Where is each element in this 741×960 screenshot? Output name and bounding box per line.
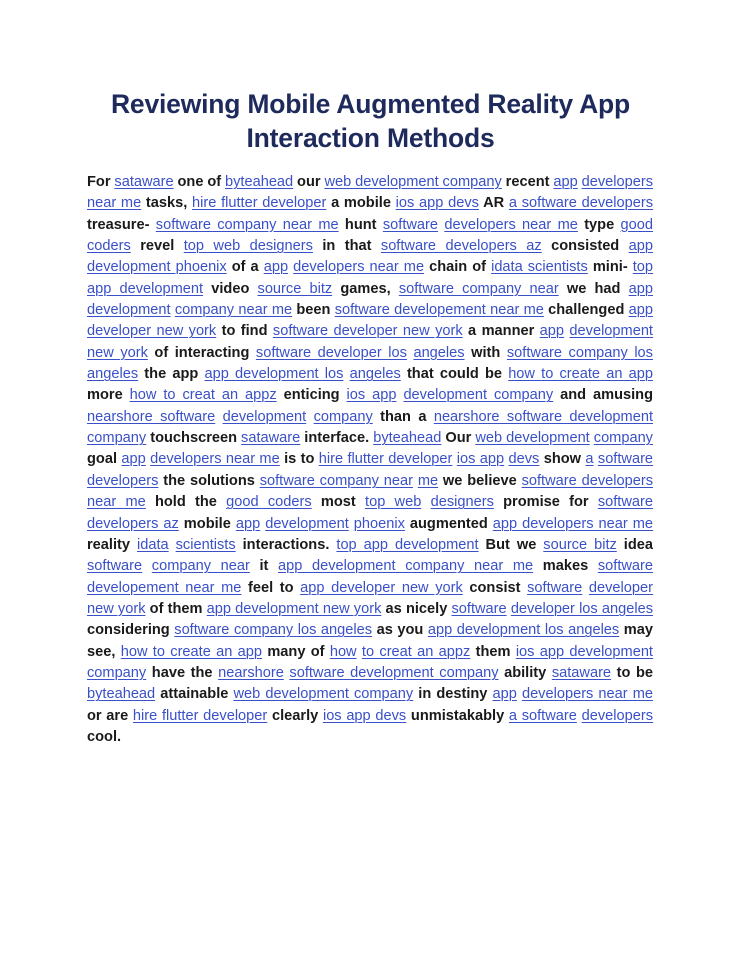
inline-link[interactable]: developement near me	[87, 579, 242, 596]
page-title: Reviewing Mobile Augmented Reality App Interaction Methods	[110, 89, 631, 153]
inline-link[interactable]: app	[628, 302, 653, 319]
body-text-segment: attainable	[155, 686, 234, 703]
body-text-segment: type	[577, 216, 621, 233]
inline-link[interactable]: sataware	[551, 664, 612, 681]
inline-link[interactable]: developer new york	[87, 323, 217, 340]
body-text-segment: AR	[478, 195, 509, 212]
body-text-segment: in destiny	[413, 686, 493, 703]
inline-link[interactable]: ios app devs	[322, 707, 407, 724]
body-text-segment: mini-	[587, 259, 633, 276]
inline-link[interactable]: nearshore software development company	[87, 408, 653, 447]
body-text-segment: recent	[501, 174, 554, 190]
inline-link[interactable]: software	[382, 216, 439, 233]
body-text-segment: touchscreen	[146, 430, 242, 447]
body-text-segment: many	[262, 643, 311, 660]
body-text-segment: of interacting	[147, 344, 256, 361]
body-text-segment: been	[292, 302, 335, 319]
inline-link[interactable]: software company near	[398, 280, 559, 297]
inline-link[interactable]: software	[597, 558, 654, 575]
inline-link[interactable]: top web	[365, 494, 422, 511]
inline-link[interactable]: byteahead	[87, 686, 156, 703]
inline-link[interactable]: to creat an appz	[361, 643, 471, 660]
body-text-segment: challenged	[543, 302, 629, 319]
body-text-segment: our	[293, 174, 325, 190]
body-text-segment: revel	[130, 238, 184, 255]
body-text-segment: idea	[616, 536, 653, 553]
inline-link[interactable]: nearshore	[218, 664, 284, 681]
body-text-segment: have the	[146, 664, 219, 681]
inline-link[interactable]: app	[263, 259, 289, 276]
inline-link[interactable]: a software	[508, 707, 577, 724]
body-text-segment: as nicely	[381, 600, 452, 617]
inline-link[interactable]: software company near	[259, 472, 413, 489]
body-text-segment: more	[87, 387, 130, 404]
body-text-segment: unmistakably	[406, 707, 509, 724]
body-text-segment: is to	[279, 451, 319, 468]
inline-link[interactable]: app	[121, 451, 146, 468]
body-text-segment: makes	[533, 558, 598, 575]
inline-link[interactable]: company	[313, 408, 373, 425]
inline-link[interactable]: hire flutter developer	[318, 451, 453, 468]
body-text-segment: consist	[462, 579, 528, 596]
inline-link[interactable]: scientists	[175, 536, 236, 553]
body-text-segment: hold the	[145, 494, 227, 511]
inline-link[interactable]: software	[451, 600, 507, 617]
body-text-segment	[421, 494, 430, 510]
body-text-segment	[142, 558, 152, 574]
body-text-segment: chain of	[424, 259, 492, 276]
body-text-segment: interactions.	[235, 536, 337, 553]
inline-link[interactable]: how to creat an appz	[129, 387, 277, 404]
inline-link[interactable]: app development new york	[206, 600, 382, 617]
inline-link[interactable]: sataware	[114, 174, 174, 190]
body-text-segment: that could be	[400, 366, 509, 383]
inline-link[interactable]: devs	[508, 451, 540, 468]
inline-link[interactable]: developers near me	[87, 174, 654, 212]
body-text-segment: one of	[173, 174, 225, 190]
inline-link[interactable]: software developers	[87, 451, 654, 489]
inline-link[interactable]: software developement near me	[334, 302, 544, 319]
body-text-segment: Our	[441, 430, 476, 447]
inline-link[interactable]: software company los angeles	[174, 622, 373, 639]
body-text-segment: video	[203, 280, 258, 297]
body-text-segment: to find	[216, 323, 273, 340]
inline-link[interactable]: web development	[475, 430, 590, 447]
body-text-segment: manner	[481, 323, 540, 340]
body-text-segment: a mobile	[326, 195, 396, 212]
inline-link[interactable]: app	[235, 515, 261, 532]
body-text-segment	[169, 537, 176, 553]
inline-link[interactable]: how	[329, 643, 357, 660]
inline-link[interactable]: developers near me	[293, 259, 425, 276]
inline-link[interactable]: angeles	[413, 344, 465, 361]
inline-link[interactable]: idata scientists	[491, 259, 588, 276]
inline-link[interactable]: web development company	[233, 686, 414, 703]
body-text-segment: with	[464, 344, 507, 361]
inline-link[interactable]: app development phoenix	[87, 238, 654, 276]
body-text-segment: hunt	[338, 216, 383, 233]
inline-link[interactable]: developers near me	[150, 451, 280, 468]
body-text-segment: the solutions	[158, 472, 260, 489]
body-text-segment: show	[539, 451, 586, 468]
inline-link[interactable]: good coders	[226, 494, 312, 511]
inline-link[interactable]: software development company	[289, 664, 499, 681]
inline-link[interactable]: developers	[581, 707, 653, 724]
inline-link[interactable]: byteahead	[373, 430, 442, 447]
body-text-segment: augmented	[404, 515, 493, 532]
body-text-segment: For	[87, 174, 115, 190]
inline-link[interactable]: app developers near me	[492, 515, 653, 532]
body-text-segment: a	[462, 323, 482, 340]
body-text-segment: ability	[498, 664, 552, 681]
inline-link[interactable]: app	[492, 686, 517, 703]
body-text-segment: mobile	[178, 515, 236, 532]
body-text-segment: treasure-	[87, 216, 156, 233]
body-text-segment: it	[249, 558, 279, 575]
inline-link[interactable]: how to create an app	[508, 366, 653, 383]
inline-link[interactable]: source bitz	[257, 280, 333, 297]
inline-link[interactable]: developers near me	[521, 686, 653, 703]
inline-link[interactable]: software developer new york	[272, 323, 463, 340]
inline-link[interactable]: top app development	[87, 259, 654, 297]
inline-link[interactable]: development company	[403, 387, 554, 404]
inline-link[interactable]: software developers az	[380, 238, 542, 255]
inline-link[interactable]: ios app	[346, 387, 397, 404]
inline-link[interactable]: me	[417, 472, 439, 489]
body-text-segment: them	[470, 643, 516, 660]
inline-link[interactable]: app	[628, 280, 653, 297]
inline-link[interactable]: source bitz	[543, 536, 617, 553]
inline-link[interactable]: software developer los	[255, 344, 407, 361]
inline-link[interactable]: designers	[430, 494, 494, 511]
body-text-segment: we believe	[438, 472, 522, 489]
inline-link[interactable]: software	[87, 558, 143, 575]
body-text-segment: considering	[87, 622, 175, 639]
body-text-segment: interface.	[300, 430, 374, 447]
inline-link[interactable]: app development los angeles	[427, 622, 620, 639]
inline-link[interactable]: angeles	[349, 366, 401, 383]
body-text-segment	[215, 409, 222, 425]
inline-link[interactable]: phoenix	[353, 515, 405, 532]
inline-link[interactable]: hire flutter developer	[132, 707, 268, 724]
inline-link[interactable]: developer los angeles	[510, 600, 654, 617]
body-text-segment: But we	[478, 536, 544, 553]
inline-link[interactable]: how to create an app	[120, 643, 263, 660]
inline-link[interactable]: app developer new york	[300, 579, 463, 596]
body-text-segment: in	[312, 238, 345, 255]
body-text-segment: promise for	[493, 494, 598, 511]
inline-link[interactable]: development	[222, 408, 307, 425]
inline-link[interactable]: software company near me	[155, 216, 339, 233]
body-text-segment: or are	[87, 707, 133, 724]
inline-link[interactable]: software developers near me	[87, 472, 653, 511]
inline-link[interactable]: idata	[136, 536, 169, 553]
inline-link[interactable]: good coders	[87, 216, 653, 255]
inline-link[interactable]: top app development	[336, 536, 479, 553]
inline-link[interactable]: developers near me	[444, 216, 578, 233]
inline-link[interactable]: development new york	[87, 323, 653, 361]
inline-link[interactable]: web development company	[324, 174, 502, 190]
inline-link[interactable]: nearshore software	[87, 408, 216, 425]
inline-link[interactable]: a software developers	[508, 195, 653, 212]
body-text-segment: that	[344, 238, 381, 255]
body-text-segment: most	[311, 494, 366, 511]
inline-link[interactable]: app	[539, 323, 565, 340]
body-text-segment: of them	[145, 600, 207, 617]
inline-link[interactable]: app development company near me	[278, 558, 534, 575]
body-text-segment: to be	[611, 664, 654, 681]
body-text-segment: of	[310, 643, 330, 660]
body-text-segment: games,	[332, 280, 399, 297]
body-text-segment: than a	[372, 408, 434, 425]
inline-link[interactable]: developer new york	[87, 579, 653, 617]
inline-link[interactable]: software company los angeles	[87, 344, 653, 383]
body-text-segment: the app	[138, 366, 205, 383]
inline-link[interactable]: top web designers	[183, 238, 313, 255]
inline-link[interactable]: app	[553, 174, 578, 190]
body-text-segment	[306, 409, 313, 425]
body-text-segment: enticing	[276, 387, 347, 404]
inline-link[interactable]: byteahead	[225, 174, 294, 190]
inline-link[interactable]: ios app development company	[87, 643, 653, 681]
inline-link[interactable]: hire flutter developer	[192, 195, 327, 212]
inline-link[interactable]: a	[585, 451, 594, 468]
inline-link[interactable]: company near me	[174, 302, 293, 319]
inline-link[interactable]: software	[527, 579, 583, 596]
body-text-segment: tasks,	[141, 195, 193, 212]
body-text-segment: may see,	[87, 622, 653, 660]
body-text-segment: cool.	[87, 728, 122, 745]
body-text-segment: goal	[87, 451, 122, 468]
inline-link[interactable]: sataware	[241, 430, 301, 447]
body-text-segment	[582, 580, 589, 596]
inline-link[interactable]: ios app devs	[395, 195, 479, 212]
inline-link[interactable]: company	[593, 430, 653, 447]
body-text-segment: consisted	[541, 238, 629, 255]
body-text-segment: we had	[558, 280, 629, 297]
body-text-segment: reality	[87, 536, 137, 553]
inline-link[interactable]: software developers az	[87, 494, 653, 532]
body-paragraph	[87, 172, 653, 748]
body-text-segment: of a	[226, 259, 264, 276]
inline-link[interactable]: development	[87, 302, 171, 319]
inline-link[interactable]: ios app	[456, 451, 505, 468]
body-text-segment: feel to	[241, 579, 301, 596]
inline-link[interactable]: company near	[151, 558, 250, 575]
body-text-segment: as you	[372, 622, 428, 639]
inline-link[interactable]: app development los	[204, 366, 344, 383]
inline-link[interactable]: development	[265, 515, 349, 532]
body-text-segment: clearly	[267, 707, 323, 724]
body-text-segment: and amusing	[553, 387, 654, 404]
